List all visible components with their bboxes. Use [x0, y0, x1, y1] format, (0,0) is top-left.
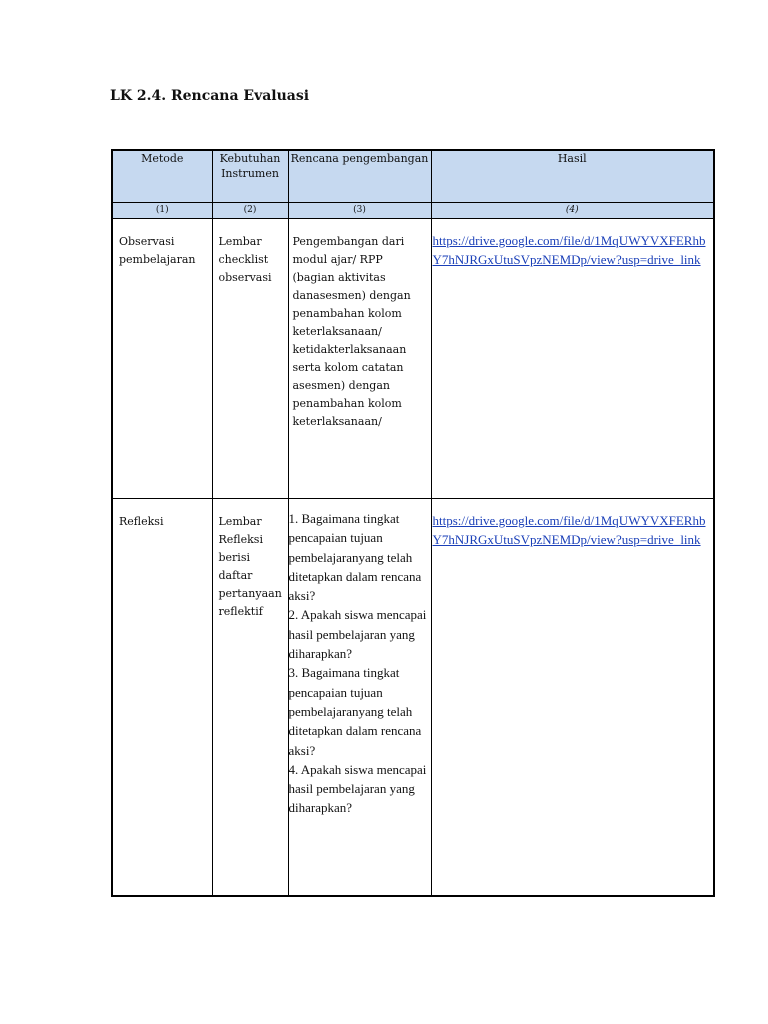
header-kebutuhan-instrumen: Kebutuhan Instrumen	[212, 150, 288, 203]
cell-rencana	[288, 499, 431, 897]
column-number-2: (2)	[212, 203, 288, 219]
table-row	[112, 499, 714, 897]
column-number-4: (4)	[431, 203, 714, 219]
header-rencana-pengembangan: Rencana pengembangan	[288, 150, 431, 203]
rencana-question-4: 4. Apakah siswa mencapai hasil pembelajaran yang diharapkan?	[288, 761, 427, 816]
table-header-row	[112, 150, 714, 203]
cell-instrumen: Lembar Refleksi berisi daftar pertanyaan reflektif	[212, 499, 288, 897]
evaluation-table	[111, 149, 715, 897]
header-hasil: Hasil	[431, 150, 714, 203]
cell-instrumen: Lembar checklist observasi	[212, 219, 288, 499]
rencana-question-1: 1. Bagaimana tingkat pencapaian tujuan pembelajaranyang telah ditetapkan dalam rencana aksi?	[288, 511, 422, 604]
header-metode: Metode	[112, 150, 212, 203]
cell-metode: Observasi pembelajaran	[112, 219, 212, 499]
hasil-link[interactable]: https://drive.google.com/file/d/1MqUWYVXFERhbY7hNJRGxUtuSVpzNEMDp/view?usp=drive_link	[432, 513, 706, 547]
cell-metode: Refleksi	[112, 499, 212, 897]
cell-hasil	[431, 499, 714, 897]
hasil-link[interactable]: https://drive.google.com/file/d/1MqUWYVXFERhbY7hNJRGxUtuSVpzNEMDp/view?usp=drive_link	[432, 233, 706, 267]
rencana-question-2: 2. Apakah siswa mencapai hasil pembelajaran yang diharapkan?	[288, 607, 427, 662]
rencana-question-3: 3. Bagaimana tingkat pencapaian tujuan pembelajaranyang telah ditetapkan dalam rencana aksi?	[288, 665, 422, 758]
table-row	[112, 219, 714, 499]
page-title: LK 2.4. Rencana Evaluasi	[110, 88, 310, 104]
column-number-1: (1)	[112, 203, 212, 219]
column-number-3: (3)	[288, 203, 431, 219]
column-number-row	[112, 203, 714, 219]
cell-hasil	[431, 219, 714, 499]
cell-rencana: Pengembangan dari modul ajar/ RPP (bagian aktivitas danasesmen) dengan penambahan kolom keterlaksanaan/ ketidakterlaksanaan serta kolom catatan asesmen) dengan penambahan kolom keterlaksanaan/	[288, 219, 431, 499]
